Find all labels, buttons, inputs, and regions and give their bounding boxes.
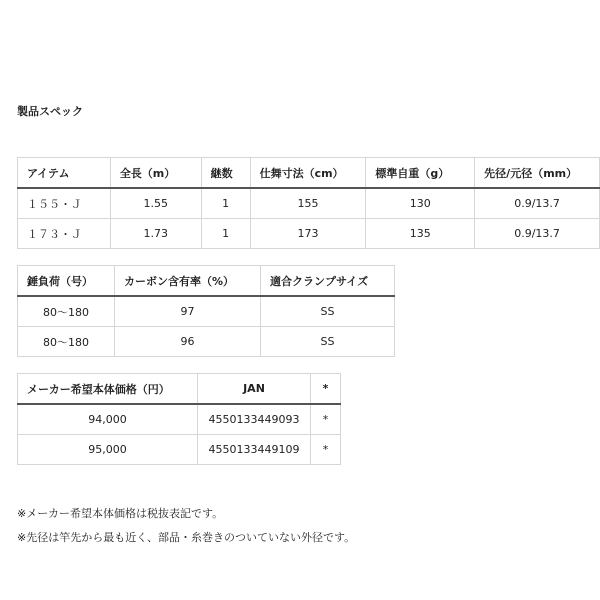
cell-jan: 4550133449093 [198, 404, 311, 435]
cell-price: 95,000 [18, 435, 198, 465]
cell-clamp-size: SS [261, 327, 395, 357]
spec-table-load [17, 265, 395, 357]
cell-weight: 130 [366, 188, 475, 219]
cell-mark: * [311, 435, 341, 465]
cell-jan: 4550133449109 [198, 435, 311, 465]
cell-pieces: 1 [201, 188, 250, 219]
table-header-row [18, 158, 600, 189]
cell-mark: * [311, 404, 341, 435]
table-header-row [18, 266, 395, 297]
page-title: 製品スペック [17, 105, 83, 118]
cell-item: １５５・Ｊ [18, 188, 111, 219]
header-weight: 標準自重（g） [366, 158, 475, 189]
header-diameter: 先径/元径（mm） [475, 158, 600, 189]
header-clamp-size: 適合クランプサイズ [261, 266, 395, 297]
header-mark: * [311, 374, 341, 405]
header-length: 全長（m） [110, 158, 201, 189]
cell-length: 1.73 [110, 219, 201, 249]
cell-diameter: 0.9/13.7 [475, 219, 600, 249]
table-row [18, 219, 600, 249]
header-closed-length: 仕舞寸法（cm） [250, 158, 366, 189]
note-price-tax: ※メーカー希望本体価格は税抜表記です。 [17, 507, 224, 520]
header-item: アイテム [18, 158, 111, 189]
table-row [18, 188, 600, 219]
cell-carbon-content: 96 [115, 327, 261, 357]
table-header-row [18, 374, 341, 405]
price-table [17, 373, 341, 465]
cell-closed-length: 155 [250, 188, 366, 219]
cell-carbon-content: 97 [115, 296, 261, 327]
header-pieces: 継数 [201, 158, 250, 189]
header-jan: JAN [198, 374, 311, 405]
cell-sinker-load: 80〜180 [18, 296, 115, 327]
header-sinker-load: 錘負荷（号） [18, 266, 115, 297]
header-price: メーカー希望本体価格（円） [18, 374, 198, 405]
table-row [18, 404, 341, 435]
cell-item: １７３・Ｊ [18, 219, 111, 249]
cell-pieces: 1 [201, 219, 250, 249]
table-row [18, 327, 395, 357]
spec-table-main [17, 157, 600, 249]
note-tip-diameter: ※先径は竿先から最も近く、部品・糸巻きのついていない外径です。 [17, 531, 356, 544]
cell-length: 1.55 [110, 188, 201, 219]
header-carbon-content: カーボン含有率（%） [115, 266, 261, 297]
cell-price: 94,000 [18, 404, 198, 435]
cell-diameter: 0.9/13.7 [475, 188, 600, 219]
cell-sinker-load: 80〜180 [18, 327, 115, 357]
table-row [18, 296, 395, 327]
cell-weight: 135 [366, 219, 475, 249]
cell-clamp-size: SS [261, 296, 395, 327]
table-row [18, 435, 341, 465]
cell-closed-length: 173 [250, 219, 366, 249]
